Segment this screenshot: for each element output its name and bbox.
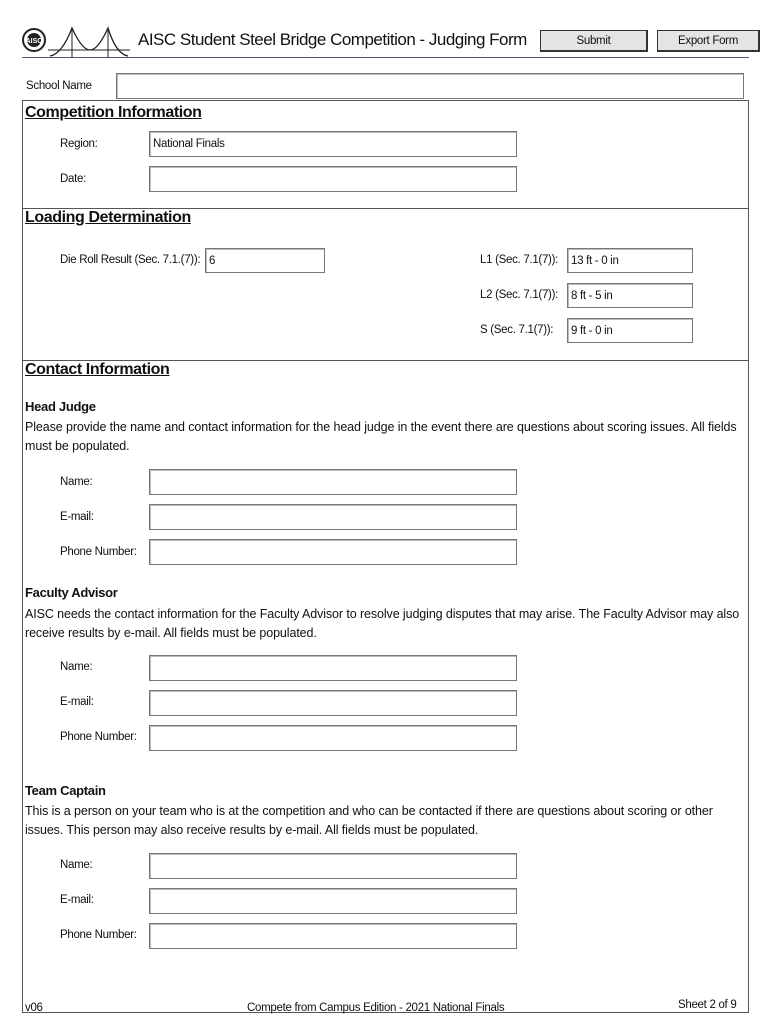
l1-input[interactable]: 13 ft - 0 in [567, 248, 693, 273]
die-roll-input[interactable]: 6 [205, 248, 325, 273]
head-judge-email-input[interactable] [149, 504, 517, 530]
captain-email-input[interactable] [149, 888, 517, 914]
head-judge-email-label: E-mail: [60, 511, 94, 523]
captain-name-input[interactable] [149, 853, 517, 879]
head-judge-name-input[interactable] [149, 469, 517, 495]
l2-label: L2 (Sec. 7.1(7)): [480, 289, 558, 301]
faculty-phone-label: Phone Number: [60, 731, 137, 743]
aisc-bridge-logo [20, 24, 130, 58]
region-input[interactable]: National Finals [149, 131, 517, 157]
faculty-name-label: Name: [60, 661, 93, 673]
team-captain-text: This is a person on your team who is at the competition and who can be contacted if there are questions about scoring or other issues. This person may also receive results by e-mail. All fields must be populated. [25, 804, 713, 837]
die-roll-label: Die Roll Result (Sec. 7.1.(7)): [60, 254, 201, 266]
export-form-button[interactable]: Export Form [657, 30, 760, 52]
team-captain-title: Team Captain [25, 783, 106, 798]
l1-label: L1 (Sec. 7.1(7)): [480, 254, 558, 266]
faculty-name-input[interactable] [149, 655, 517, 681]
head-judge-title: Head Judge [25, 399, 96, 414]
date-input[interactable] [149, 166, 517, 192]
head-judge-name-label: Name: [60, 476, 93, 488]
captain-name-label: Name: [60, 859, 93, 871]
school-name-label: School Name [26, 80, 92, 92]
contact-heading: Contact Information [25, 361, 170, 378]
faculty-advisor-text: AISC needs the contact information for the Faculty Advisor to resolve judging disputes that may arise. The Faculty Advisor may also receive results by e-mail. All fields must be populated. [25, 607, 740, 640]
head-judge-phone-label: Phone Number: [60, 546, 137, 558]
head-judge-phone-input[interactable] [149, 539, 517, 565]
footer-edition: Compete from Campus Edition - 2021 National Finals [247, 1002, 505, 1014]
captain-email-label: E-mail: [60, 894, 94, 906]
faculty-email-label: E-mail: [60, 696, 94, 708]
date-label: Date: [60, 173, 86, 185]
s-input[interactable]: 9 ft - 0 in [567, 318, 693, 343]
region-label: Region: [60, 138, 98, 150]
head-judge-text: Please provide the name and contact information for the head judge in the event there are questions about scoring issues. All fields must be populated. [25, 420, 737, 453]
footer-version: v06 [25, 1002, 43, 1014]
faculty-email-input[interactable] [149, 690, 517, 716]
footer-sheet-number: Sheet 2 of 9 [678, 999, 737, 1011]
l2-input[interactable]: 8 ft - 5 in [567, 283, 693, 308]
svg-text:AISC: AISC [25, 38, 43, 45]
captain-phone-label: Phone Number: [60, 929, 137, 941]
submit-button[interactable]: Submit [540, 30, 648, 52]
faculty-advisor-title: Faculty Advisor [25, 585, 118, 600]
faculty-phone-input[interactable] [149, 725, 517, 751]
loading-heading: Loading Determination [25, 209, 191, 226]
captain-phone-input[interactable] [149, 923, 517, 949]
school-name-input[interactable] [116, 73, 744, 99]
form-title: AISC Student Steel Bridge Competition - Judging Form [138, 30, 527, 49]
header-divider [22, 57, 749, 58]
competition-heading: Competition Information [25, 104, 202, 121]
s-label: S (Sec. 7.1(7)): [480, 324, 554, 336]
